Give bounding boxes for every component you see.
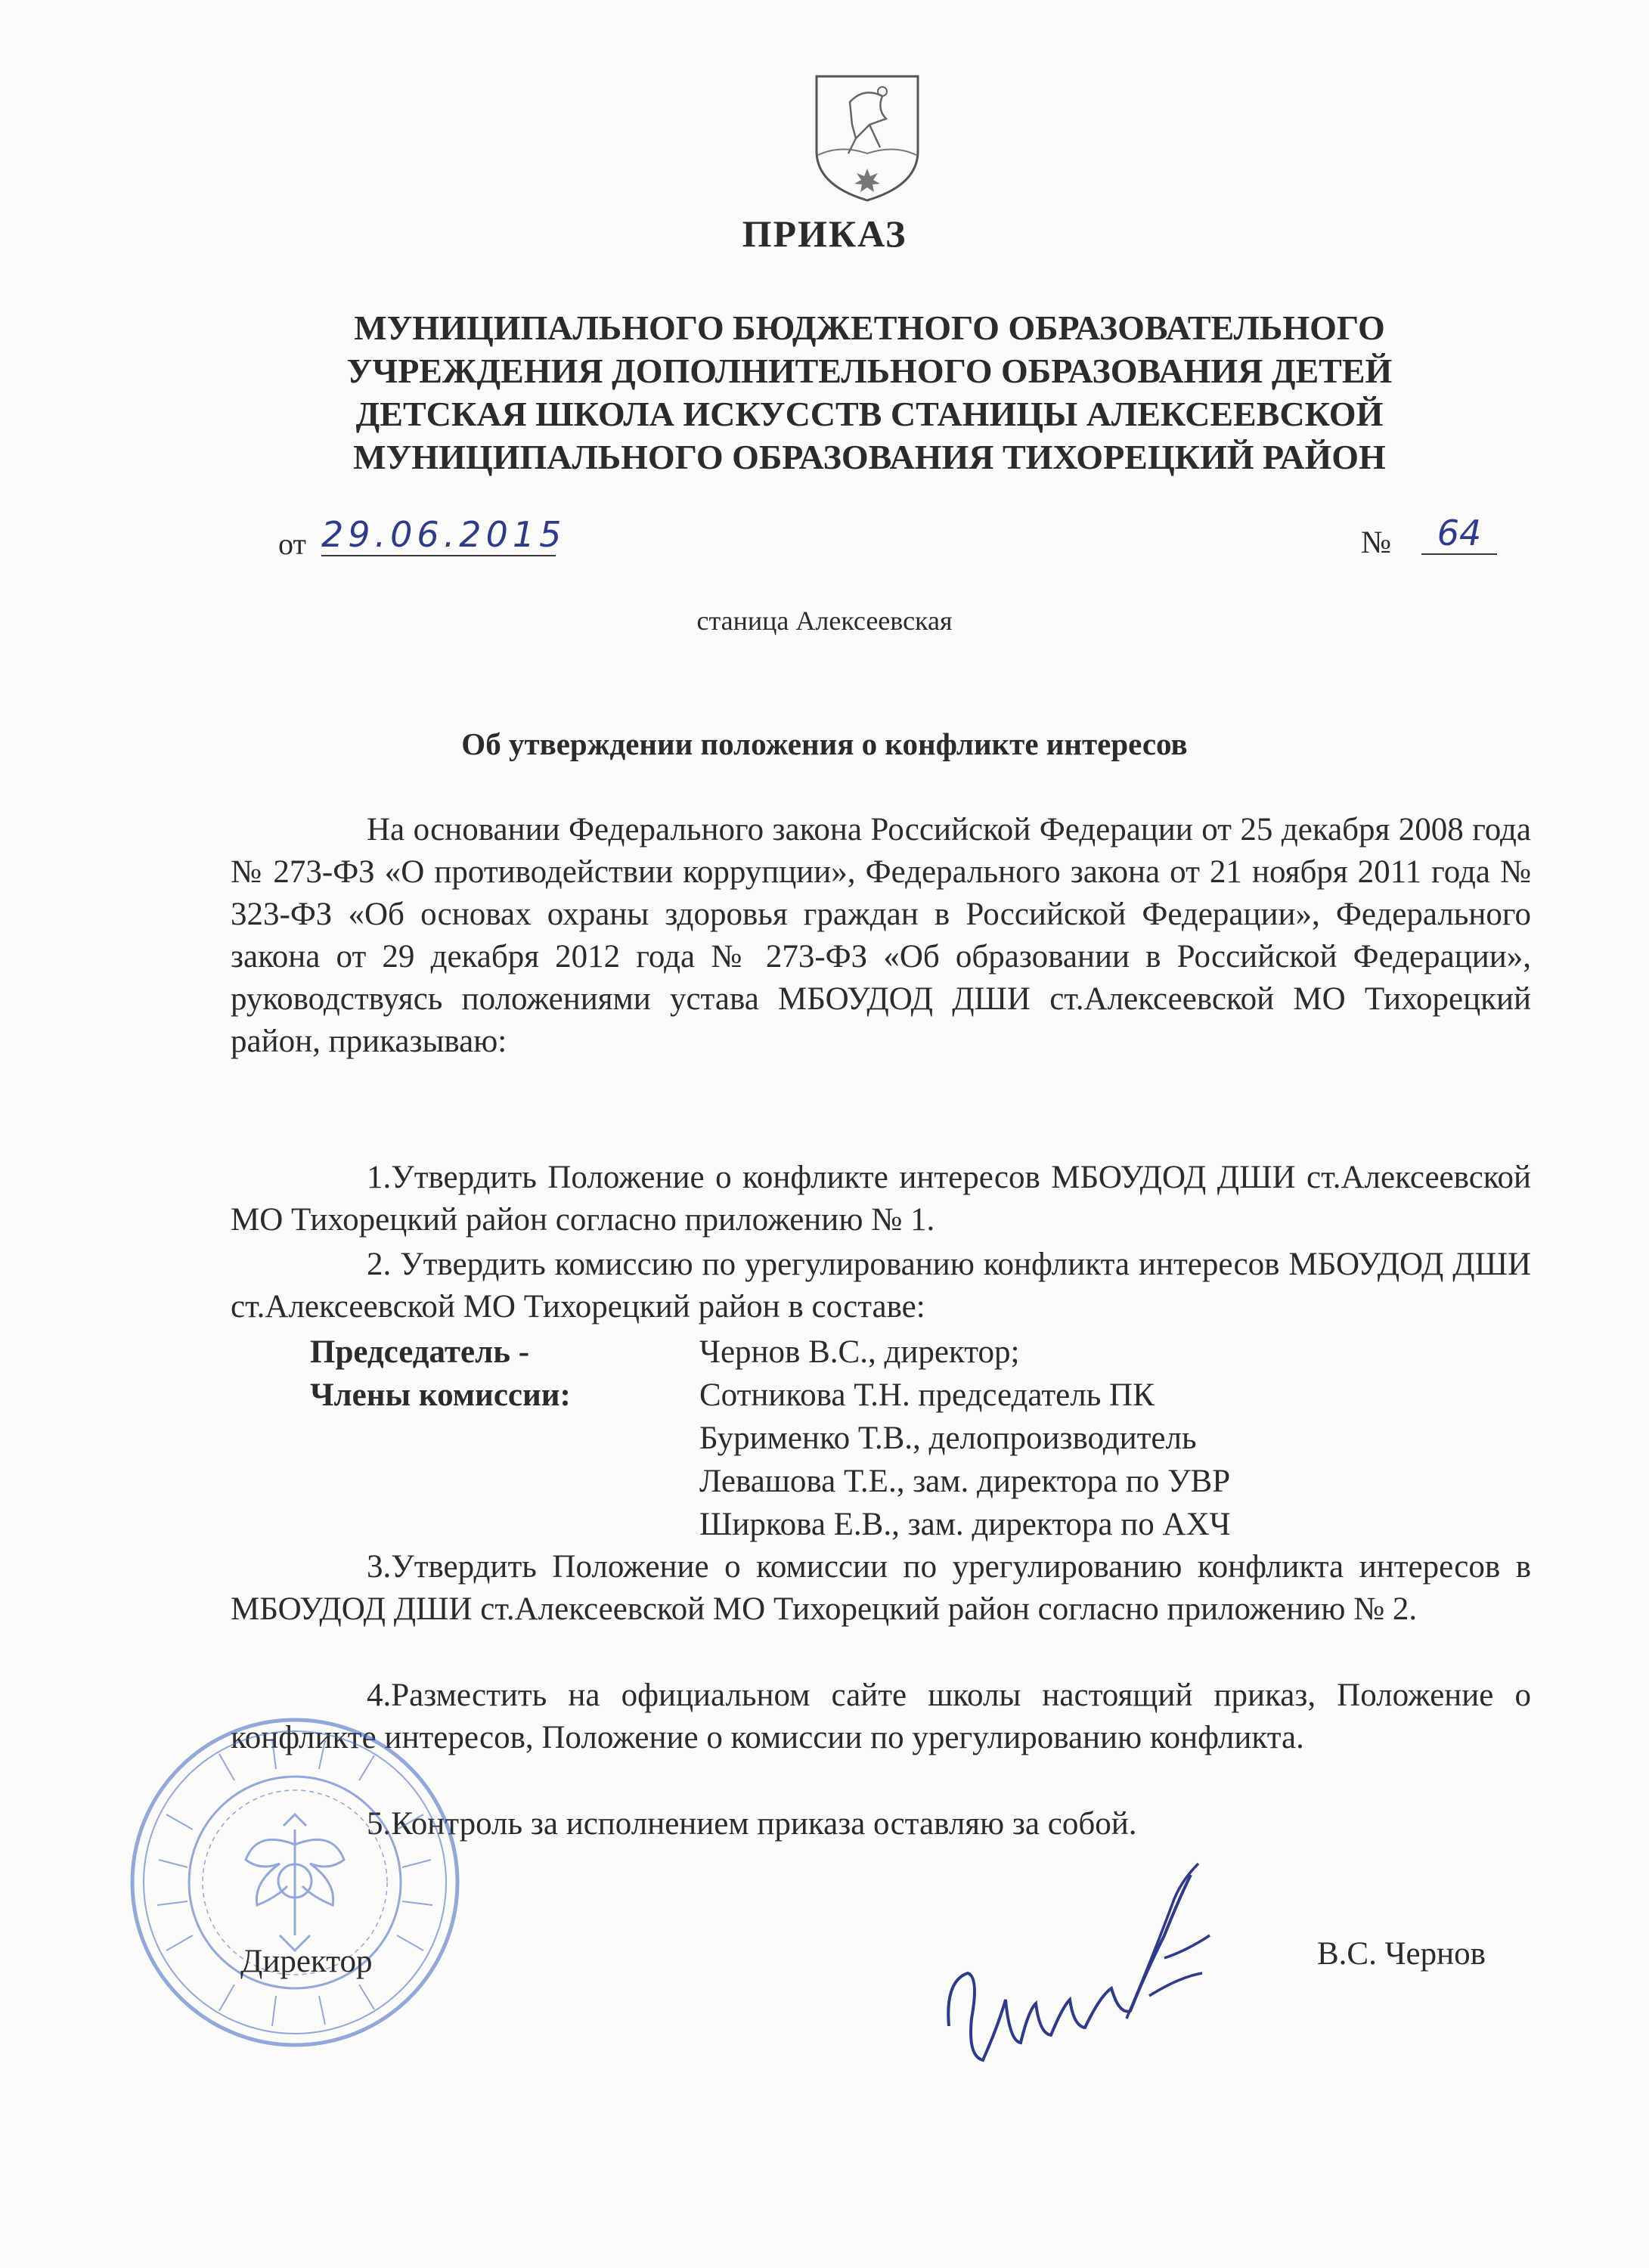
order-number: 64 <box>1421 513 1497 555</box>
member-person: Бурименко Т.В., делопроизводитель <box>699 1421 1197 1456</box>
place-of-issue: станица Алексеевская <box>696 606 953 636</box>
preamble-paragraph <box>231 809 1531 1063</box>
item-1-text: 1.Утвердить Положение о конфликте интересов МБОУДОД ДШИ ст.Алексеевской МО Тихорецкий район согласно приложению № 1. <box>231 1160 1531 1238</box>
coat-of-arms-icon <box>811 72 924 204</box>
organization-line: МУНИЦИПАЛЬНОГО ОБРАЗОВАНИЯ ТИХОРЕЦКИЙ РАЙОН <box>353 438 1386 476</box>
date-label: от <box>278 527 306 561</box>
number-label: № <box>1361 525 1392 560</box>
commission-list <box>310 1331 1231 1546</box>
director-title: Директор <box>240 1944 373 1979</box>
item-4-text: 4.Разместить на официальном сайте школы настоящий приказ, Положение о конфликте интересов, Положение о комиссии по урегулированию конфликта. <box>231 1678 1531 1755</box>
organization-line: УЧРЕЖДЕНИЯ ДОПОЛНИТЕЛЬНОГО ОБРАЗОВАНИЯ ДЕТЕЙ <box>346 352 1393 390</box>
order-subject: Об утверждении положения о конфликте интересов <box>461 727 1188 761</box>
item-5-text: 5.Контроль за исполнением приказа оставляю за собой. <box>367 1806 1137 1842</box>
commission-member-row <box>310 1503 1231 1546</box>
item-1-paragraph <box>231 1157 1531 1241</box>
members-label: Члены комиссии: <box>310 1377 571 1413</box>
item-2-paragraph <box>231 1244 1531 1328</box>
document-title: ПРИКАЗ <box>742 212 907 255</box>
organization-line: МУНИЦИПАЛЬНОГО БЮДЖЕТНОГО ОБРАЗОВАТЕЛЬНОГО <box>354 308 1385 347</box>
chair-person: Чернов В.С., директор; <box>699 1334 1020 1370</box>
organization-name <box>227 306 1512 479</box>
item-3-text: 3.Утвердить Положение о комиссии по урегулированию конфликта интересов в МБОУДОД ДШИ ст.Алексеевской МО Тихорецкий район согласно приложению № 2. <box>231 1549 1531 1627</box>
official-stamp-icon <box>121 1709 469 2056</box>
commission-member-row <box>310 1417 1231 1460</box>
member-person: Сотникова Т.Н. председатель ПК <box>699 1377 1155 1413</box>
director-signature-icon <box>938 1845 1225 2079</box>
order-date: 29.06.2015 <box>321 514 566 555</box>
member-person: Левашова Т.Е., зам. директора по УВР <box>699 1464 1231 1499</box>
director-name: В.С. Чернов <box>1317 1936 1486 1972</box>
commission-chair-row <box>310 1331 1231 1374</box>
chair-label: Председатель - <box>310 1334 530 1370</box>
member-person: Ширкова Е.В., зам. директора по АХЧ <box>699 1507 1231 1542</box>
commission-member-row <box>310 1374 1231 1417</box>
commission-member-row <box>310 1460 1231 1503</box>
item-2-text: 2. Утвердить комиссию по урегулированию конфликта интересов МБОУДОД ДШИ ст.Алексеевской МО Тихорецкий район в составе: <box>231 1247 1531 1325</box>
item-3-paragraph <box>231 1546 1531 1631</box>
organization-line: ДЕТСКАЯ ШКОЛА ИСКУССТВ СТАНИЦЫ АЛЕКСЕЕВСКОЙ <box>355 395 1384 433</box>
preamble-text: На основании Федерального закона Российской Федерации от 25 декабря 2008 года № 273-ФЗ «О противодействии коррупции», Федерального закона от 21 ноября 2011 года № 323-ФЗ «Об основах охраны здоровья граждан в Российской Федерации», Федерального закона от 29 декабря 2012 года № 273-ФЗ «Об образовании в Российской Федерации», руководствуясь положениями устава МБОУДОД ДШИ ст.Алексеевской МО Тихорецкий район, приказываю: <box>231 812 1531 1059</box>
